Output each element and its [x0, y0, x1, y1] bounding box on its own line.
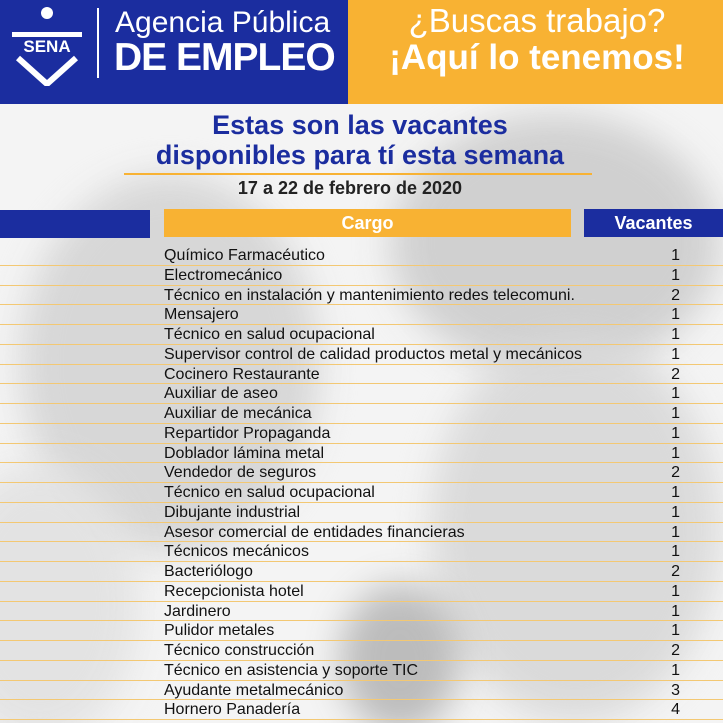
table-row	[0, 365, 723, 385]
cargo-cell: Vendedor de seguros	[164, 464, 317, 482]
cargo-cell: Hornero Panadería	[164, 701, 301, 719]
table-row	[0, 562, 723, 582]
cargo-cell: Dibujante industrial	[164, 503, 301, 521]
table-row	[0, 424, 723, 444]
cargo-cell: Químico Farmacéutico	[164, 247, 325, 264]
cargo-cell: Electromecánico	[164, 266, 283, 284]
slogan-line1: ¿Buscas trabajo?	[408, 2, 666, 39]
vacantes-cell: 1	[671, 484, 680, 501]
cargo-cell: Técnico en asistencia y soporte TIC	[164, 661, 419, 679]
table-row	[0, 325, 723, 345]
cargo-cell: Auxiliar de mecánica	[164, 405, 312, 422]
vacantes-cell: 1	[671, 444, 680, 462]
vacantes-cell: 1	[671, 424, 680, 442]
cargo-cell: Auxiliar de aseo	[164, 385, 278, 403]
vacantes-cell: 1	[671, 266, 680, 284]
vacantes-cell: 1	[671, 582, 680, 600]
table-row	[0, 286, 723, 306]
vacantes-cell: 1	[671, 503, 680, 521]
vacantes-cell: 1	[671, 326, 680, 343]
table-row	[0, 305, 723, 325]
table-row	[0, 602, 723, 622]
table-row	[0, 523, 723, 543]
page-title	[120, 110, 600, 170]
vacantes-cell: 1	[671, 405, 680, 422]
table-row	[0, 582, 723, 602]
table-row	[0, 404, 723, 424]
header-banner	[0, 0, 723, 104]
vacantes-cell: 1	[671, 247, 680, 264]
cargo-cell: Asesor comercial de entidades financieras	[164, 523, 465, 541]
cargo-cell: Técnico en instalación y mantenimiento redes telecomuni.	[164, 286, 575, 304]
logo-divider	[97, 8, 99, 78]
cargo-cell: Ayudante metalmecánico	[164, 681, 344, 699]
vacantes-cell: 1	[671, 622, 680, 640]
cargo-cell: Técnico construcción	[164, 642, 315, 659]
vacantes-cell: 1	[671, 602, 680, 620]
cargo-cell: Técnicos mecánicos	[164, 543, 309, 561]
table-header-accent	[0, 210, 150, 238]
svg-text:SENA: SENA	[23, 37, 71, 56]
table-row	[0, 345, 723, 365]
table-row	[0, 641, 723, 661]
cargo-cell: Técnico en salud ocupacional	[164, 484, 375, 501]
cargo-cell: Repartidor Propaganda	[164, 424, 331, 442]
vacantes-cell: 2	[671, 464, 680, 482]
vacantes-cell: 2	[671, 642, 680, 659]
vacantes-cell: 1	[671, 306, 680, 324]
cargo-cell: Bacteriólogo	[164, 563, 253, 580]
cargo-cell: Jardinero	[164, 602, 231, 620]
table-row	[0, 483, 723, 503]
cargo-cell: Doblador lámina metal	[164, 444, 325, 462]
vacantes-cell: 1	[671, 385, 680, 403]
table-row	[0, 463, 723, 483]
table-row	[0, 266, 723, 286]
page-title-line1: Estas son las vacantes	[212, 110, 508, 140]
column-header-vacantes: Vacantes	[584, 209, 723, 237]
vacantes-cell: 1	[671, 661, 680, 679]
vacantes-cell: 4	[671, 701, 680, 719]
vacantes-cell: 1	[671, 523, 680, 541]
vacancy-table	[0, 246, 723, 720]
date-range: 17 a 22 de febrero de 2020	[237, 178, 463, 198]
table-row	[0, 444, 723, 464]
table-row	[0, 246, 723, 266]
agency-panel	[0, 0, 348, 104]
table-row	[0, 503, 723, 523]
vacantes-cell: 2	[671, 563, 680, 580]
title-underline	[124, 173, 592, 175]
cargo-cell: Mensajero	[164, 306, 239, 324]
cargo-cell: Técnico en salud ocupacional	[164, 326, 375, 343]
sena-logo-icon	[8, 6, 86, 86]
vacantes-cell: 1	[671, 345, 680, 363]
cargo-cell: Recepcionista hotel	[164, 582, 304, 600]
cargo-cell: Pulidor metales	[164, 622, 275, 640]
cargo-cell: Cocinero Restaurante	[164, 365, 320, 383]
cargo-cell: Supervisor control de calidad productos metal y mecánicos	[164, 345, 582, 363]
table-row	[0, 661, 723, 681]
vacantes-cell: 3	[671, 681, 680, 699]
vacantes-cell: 2	[671, 286, 680, 304]
vacantes-cell: 1	[671, 543, 680, 561]
table-row	[0, 621, 723, 641]
column-header-cargo: Cargo	[164, 209, 571, 237]
table-row	[0, 542, 723, 562]
table-row	[0, 384, 723, 404]
vacantes-cell: 2	[671, 365, 680, 383]
table-row	[0, 681, 723, 701]
agency-name-line1: Agencia Pública	[115, 6, 331, 39]
slogan-line2: ¡Aquí lo tenemos!	[389, 38, 685, 77]
agency-name-line2: DE EMPLEO	[114, 36, 335, 79]
table-row	[0, 700, 723, 720]
page-title-line2: disponibles para tí esta semana	[155, 140, 565, 170]
